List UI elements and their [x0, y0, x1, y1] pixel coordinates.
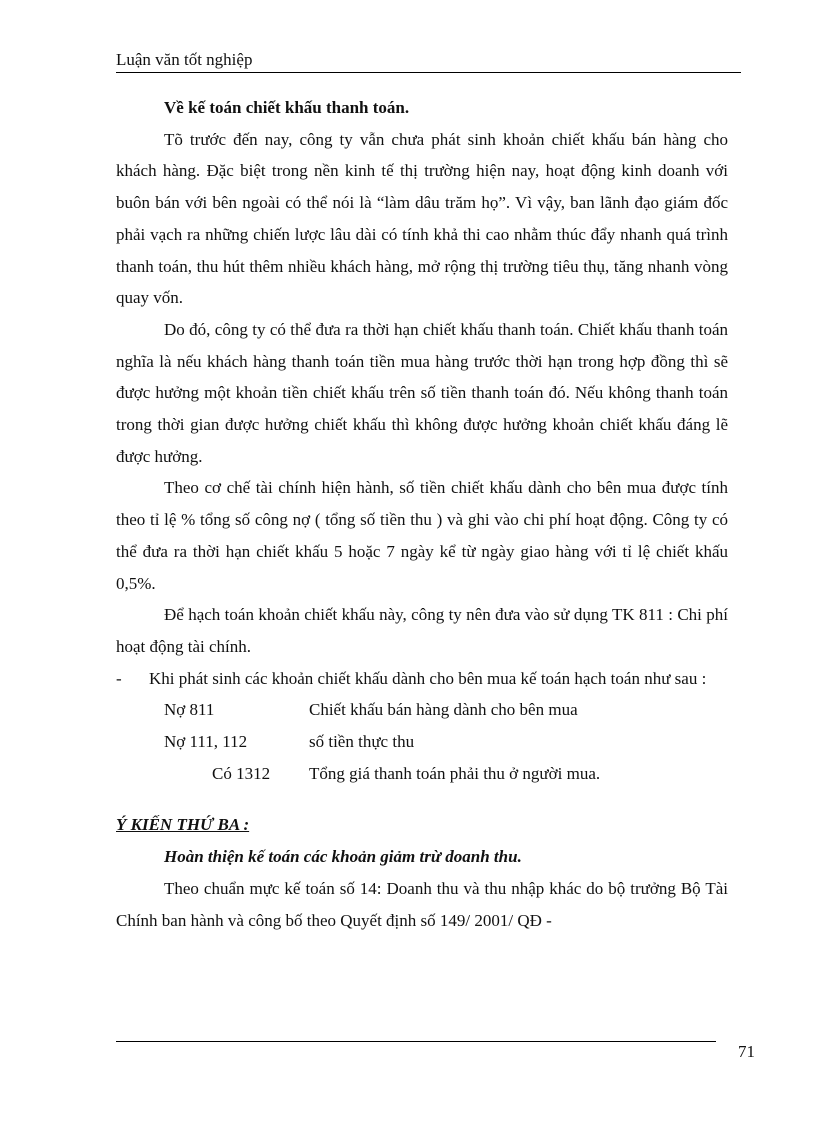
journal-entry-row [116, 726, 728, 758]
journal-entry-row [116, 694, 728, 726]
page-body [116, 92, 728, 936]
paragraph-3: Theo cơ chế tài chính hiện hành, số tiền chiết khấu dành cho bên mua được tính theo tỉ lệ % tổng số công nợ ( tổng số tiền thu ) và ghi vào chi phí hoạt động. Công ty có thể đưa ra thời hạn chiết khấu 5 hoặc 7 ngày kể từ ngày giao hàng với tỉ lệ chiết khấu 0,5%. [116, 478, 728, 593]
entry-description: Chiết khấu bán hàng dành cho bên mua [309, 700, 578, 720]
section-subheading: Hoàn thiện kế toán các khoản giảm trừ doanh thu. [164, 847, 522, 867]
header-title: Luận văn tốt nghiệp [116, 50, 253, 69]
entry-account: Nợ 111, 112 [164, 732, 248, 752]
paragraph-5: Theo chuẩn mực kế toán số 14: Doanh thu và thu nhập khác do bộ trưởng Bộ Tài Chính ban hành và công bố theo Quyết định số 149/ 2001/ QĐ - [116, 878, 728, 930]
entry-description: số tiền thực thu [309, 732, 415, 752]
entry-description: Tổng giá thanh toán phải thu ở người mua. [309, 763, 601, 783]
entry-account: Nợ 811 [164, 700, 215, 720]
journal-entries [116, 694, 728, 789]
journal-entry-row [116, 758, 728, 790]
entry-account: Có 1312 [212, 763, 271, 783]
dash-bullet: - [116, 668, 122, 688]
page-number: 71 [738, 1042, 755, 1061]
dash-item-text: Khi phát sinh các khoản chiết khấu dành cho bên mua kế toán hạch toán như sau : [149, 668, 707, 688]
paragraph-1: Tõ trước đến nay, công ty vẫn chưa phát sinh khoản chiết khấu bán hàng cho khách hàng. Đặc biệt trong nền kinh tế thị trường hiện nay, hoạt động kinh doanh với buôn bán với bên ngoài có thể nói là “làm dâu trăm họ”. Vì vậy, ban lãnh đạo giám đốc phải vạch ra những chiến lược lâu dài có tính khả thi cao nhằm thúc đẩy nhanh quá trình thanh toán, thu hút thêm nhiều khách hàng, mở rộng thị trường tiêu thụ, tăng nhanh vòng quay vốn. [116, 129, 728, 308]
paragraph-2: Do đó, công ty có thể đưa ra thời hạn chiết khấu thanh toán. Chiết khấu thanh toán nghĩa là nếu khách hàng thanh toán tiền mua hàng trước thời hạn trong hợp đồng thì sẽ được hưởng một khoản tiền chiết khấu trên số tiền thanh toán đó. Nếu không thanh toán trong thời gian được hưởng chiết khấu thì không được hưởng khoản chiết khấu đáng lẽ được hưởng. [116, 319, 728, 466]
section-heading-payment-discount: Về kế toán chiết khấu thanh toán. [164, 98, 410, 117]
footer-divider [116, 1041, 716, 1042]
dash-list-item [116, 663, 728, 695]
section-title-opinion-3: Ý KIẾN THỨ BA : [116, 815, 250, 835]
page-header [116, 48, 741, 73]
paragraph-4: Để hạch toán khoản chiết khấu này, công ty nên đưa vào sử dụng TK 811 : Chi phí hoạt động tài chính. [116, 605, 728, 656]
